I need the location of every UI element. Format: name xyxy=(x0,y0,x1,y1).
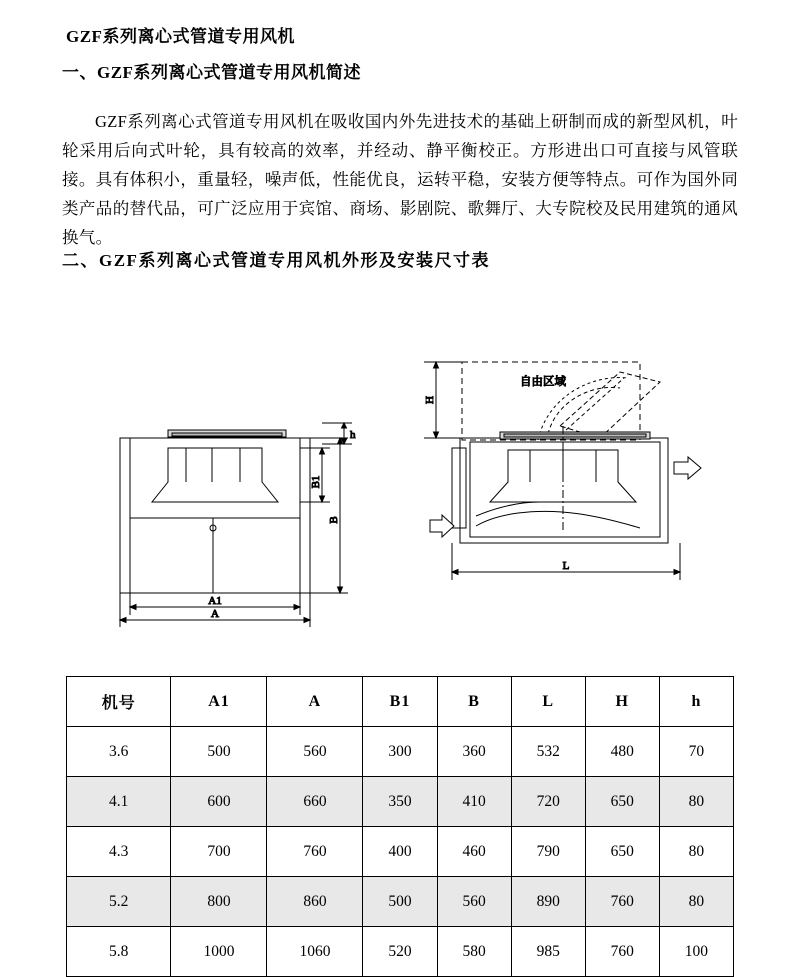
table-cell: 500 xyxy=(363,877,437,927)
dim-label-a1: A1 xyxy=(208,595,222,607)
table-cell: 4.3 xyxy=(67,827,171,877)
table-header-row xyxy=(67,677,734,727)
table-cell: 4.1 xyxy=(67,777,171,827)
table-cell: 100 xyxy=(659,927,733,977)
table-cell: 300 xyxy=(363,727,437,777)
dim-label-L: L xyxy=(562,560,570,572)
table-cell: 5.8 xyxy=(67,927,171,977)
intro-paragraph: GZF系列离心式管道专用风机在吸收国内外先进技术的基础上研制而成的新型风机，叶轮采用后向式叶轮，具有较高的效率，并经动、静平衡校正。方形进出口可直接与风管联接。具有体积小，重量轻，噪声低，性能优良，运转平稳，安装方便等特点。可作为国外同类产品的替代品，可广泛应用于宾馆、商场、影剧院、歌舞厅、大专院校及民用建筑的通风换气。 xyxy=(62,111,738,247)
right-section-drawing xyxy=(424,362,701,580)
table-cell: 1000 xyxy=(171,927,267,977)
dim-label-b: B xyxy=(328,516,340,524)
table-header-cell: H xyxy=(585,677,659,727)
table-cell: 1060 xyxy=(267,927,363,977)
table-cell: 70 xyxy=(659,727,733,777)
table-cell: 3.6 xyxy=(67,727,171,777)
table-cell: 410 xyxy=(437,777,511,827)
dim-label-H: H xyxy=(424,396,436,404)
table-cell: 800 xyxy=(171,877,267,927)
table-cell: 790 xyxy=(511,827,585,877)
dim-label-b1: B1 xyxy=(310,475,322,489)
table-row xyxy=(67,927,734,977)
technical-drawings xyxy=(0,330,800,630)
table-cell: 80 xyxy=(659,877,733,927)
section-heading-2: 二、GZF系列离心式管道专用风机外形及安装尺寸表 xyxy=(62,251,490,270)
table-cell: 460 xyxy=(437,827,511,877)
table-header-cell: A xyxy=(267,677,363,727)
table-cell: 700 xyxy=(171,827,267,877)
table-header-cell: A1 xyxy=(171,677,267,727)
table-cell: 985 xyxy=(511,927,585,977)
page-title: GZF系列离心式管道专用风机 xyxy=(66,27,295,46)
dim-label-a: A xyxy=(211,608,219,620)
table-cell: 5.2 xyxy=(67,877,171,927)
table-cell: 532 xyxy=(511,727,585,777)
table-cell: 580 xyxy=(437,927,511,977)
table-cell: 890 xyxy=(511,877,585,927)
table-cell: 660 xyxy=(267,777,363,827)
table-row xyxy=(67,827,734,877)
table-cell: 400 xyxy=(363,827,437,877)
table-cell: 720 xyxy=(511,777,585,827)
table-cell: 650 xyxy=(585,777,659,827)
table-header-cell: B1 xyxy=(363,677,437,727)
dimension-table xyxy=(66,676,734,977)
table-cell: 480 xyxy=(585,727,659,777)
table-cell: 360 xyxy=(437,727,511,777)
free-zone-label: 自由区域 xyxy=(520,376,566,388)
table-row xyxy=(67,877,734,927)
table-row xyxy=(67,727,734,777)
table-cell: 560 xyxy=(267,727,363,777)
table-cell: 520 xyxy=(363,927,437,977)
table-cell: 600 xyxy=(171,777,267,827)
table-header-cell: B xyxy=(437,677,511,727)
table-header-cell: L xyxy=(511,677,585,727)
table-cell: 80 xyxy=(659,777,733,827)
dim-label-h: h xyxy=(350,429,356,441)
table-cell: 80 xyxy=(659,827,733,877)
table-header-cell: 机号 xyxy=(67,677,171,727)
table-row xyxy=(67,777,734,827)
table-cell: 560 xyxy=(437,877,511,927)
table-cell: 650 xyxy=(585,827,659,877)
table-cell: 860 xyxy=(267,877,363,927)
table-cell: 350 xyxy=(363,777,437,827)
table-cell: 760 xyxy=(585,927,659,977)
table-cell: 760 xyxy=(585,877,659,927)
left-elevation-drawing xyxy=(120,423,356,627)
table-header-cell: h xyxy=(659,677,733,727)
section-heading-1: 一、GZF系列离心式管道专用风机简述 xyxy=(62,63,361,82)
table-cell: 500 xyxy=(171,727,267,777)
table-cell: 760 xyxy=(267,827,363,877)
